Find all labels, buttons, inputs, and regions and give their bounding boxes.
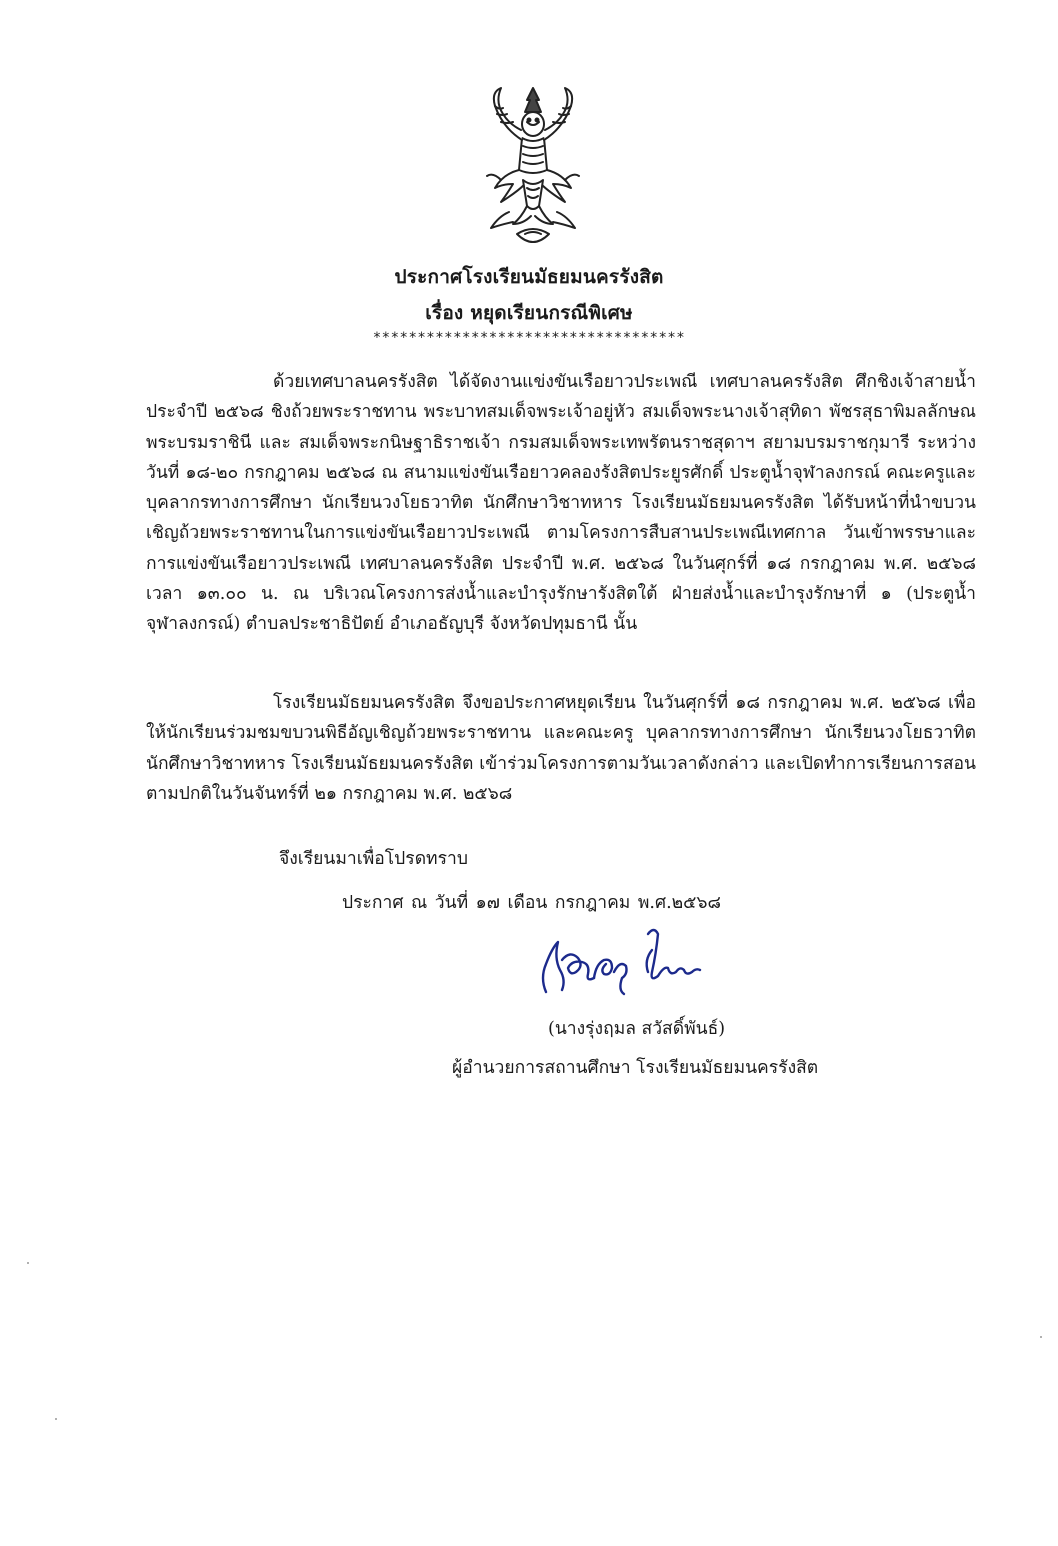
body-paragraph-1	[146, 367, 976, 640]
paragraph-1-text: ด้วยเทศบาลนครรังสิต ได้จัดงานแข่งขันเรือยาวประเพณี เทศบาลนครรังสิต ศึกชิงเจ้าสายน้ำ ประจำปี ๒๕๖๘ ชิงถ้วยพระราชทาน พระบาทสมเด็จพระเจ้าอยู่หัว สมเด็จพระนางเจ้าสุทิดา พัชรสุธาพิมลลักษณ พระบรมราชินี และ สมเด็จพระกนิษฐาธิราชเจ้า กรมสมเด็จพระเทพรัตนราชสุดาฯ สยามบรมราชกุมารี ระหว่างวันที่ ๑๘-๒๐ กรกฎาคม ๒๕๖๘ ณ สนามแข่งขันเรือยาวคลองรังสิตประยูรศักดิ์ ประตูน้ำจุฬาลงกรณ์ คณะครูและบุคลากรทางการศึกษา นักเรียนวงโยธวาทิต นักศึกษาวิชาทหาร โรงเรียนมัธยมนครรังสิต ได้รับหน้าที่นำขบวนเชิญถ้วยพระราชทานในการแข่งขันเรือยาวประเพณี ตามโครงการสืบสานประเพณีเทศกาล วันเข้าพรรษาและการแข่งขันเรือยาวประเพณี เทศบาลนครรังสิต ประจำปี พ.ศ. ๒๕๖๘ ในวันศุกร์ที่ ๑๘ กรกฎาคม พ.ศ. ๒๕๖๘ เวลา ๑๓.๐๐ น. ณ บริเวณโครงการส่งน้ำและบำรุงรักษารังสิตใต้ ฝ่ายส่งน้ำและบำรุงรักษาที่ ๑ (ประตูน้ำจุฬาลงกรณ์) ตำบลประชาธิปัตย์ อำเภอธัญบุรี จังหวัดปทุมธานี นั้น	[146, 372, 976, 635]
signer-title: ผู้อำนวยการสถานศึกษา โรงเรียนมัธยมนครรังสิต	[452, 1058, 819, 1078]
signer-name: (นางรุ่งฤมล สวัสดิ์พันธ์)	[548, 1019, 726, 1039]
handwritten-signature	[536, 920, 716, 998]
closing-line: จึงเรียนมาเพื่อโปรดทราบ	[279, 849, 468, 869]
announcement-title: ประกาศโรงเรียนมัธยมนครรังสิต	[394, 266, 664, 288]
garuda-emblem-icon	[473, 84, 593, 254]
scan-speck	[55, 1418, 57, 1420]
announcement-subject: เรื่อง หยุดเรียนกรณีพิเศษ	[425, 302, 633, 324]
scan-speck	[1040, 1336, 1042, 1338]
announcement-date: ประกาศ ณ วันที่ ๑๗ เดือน กรกฎาคม พ.ศ.๒๕๖๘	[342, 893, 722, 913]
paragraph-2-text: โรงเรียนมัธยมนครรังสิต จึงขอประกาศหยุดเรียน ในวันศุกร์ที่ ๑๘ กรกฎาคม พ.ศ. ๒๕๖๘ เพื่อให้นักเรียนร่วมชมขบวนพิธีอัญเชิญถ้วยพระราชทาน และคณะครู บุคลากรทางการศึกษา นักเรียนวงโยธวาทิต นักศึกษาวิชาทหาร โรงเรียนมัธยมนครรังสิต เข้าร่วมโครงการตามวันเวลาดังกล่าว และเปิดทำการเรียนการสอนตามปกติในวันจันทร์ที่ ๒๑ กรกฎาคม พ.ศ. ๒๕๖๘	[146, 693, 976, 804]
separator-line: ***********************************	[372, 330, 686, 346]
body-paragraph-2	[146, 688, 976, 809]
scan-speck	[27, 1262, 29, 1264]
